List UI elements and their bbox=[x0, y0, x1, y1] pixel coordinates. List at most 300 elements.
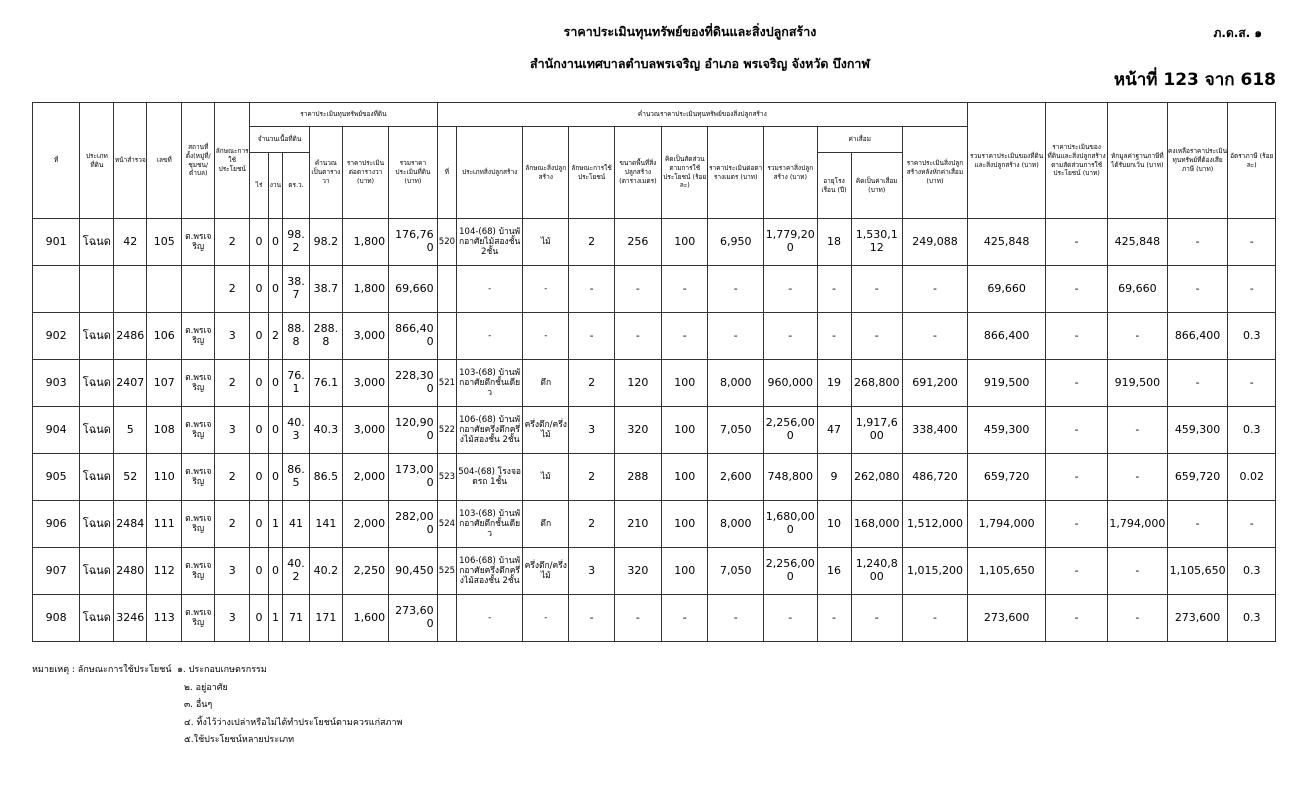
cell-bpm: 7,050 bbox=[708, 407, 764, 454]
cell-ltype: โฉนด bbox=[80, 454, 114, 501]
cell-remain: 866,400 bbox=[1167, 313, 1228, 360]
cell-pwa: 3,000 bbox=[342, 313, 388, 360]
cell-btot: 960,000 bbox=[764, 360, 818, 407]
cell-pwa: 1,800 bbox=[342, 266, 388, 313]
cell-buse: 3 bbox=[569, 548, 614, 595]
cell-doc: 107 bbox=[147, 360, 182, 407]
note-item-5: ๕.ใช้ประโยชน์หลายประเภท bbox=[184, 735, 295, 745]
cell-btype: 106-(68) บ้านพักอาศัยครึ่งตึกครึ่งไม้สองชั้น 2ชั้น bbox=[457, 407, 523, 454]
cell-ltype: โฉนด bbox=[80, 595, 114, 642]
cell-deduct: - bbox=[1107, 548, 1167, 595]
cell-bpm: 2,600 bbox=[708, 454, 764, 501]
note-item-1: ๑. ประกอบเกษตรกรรม bbox=[177, 665, 267, 675]
cell-use: 2 bbox=[215, 219, 250, 266]
cell-loc: ต.พรเจริญ bbox=[182, 313, 215, 360]
cell-bno: 520 bbox=[437, 219, 457, 266]
cell-after: - bbox=[902, 266, 967, 313]
cell-bratio: - bbox=[662, 266, 708, 313]
cell-ltot: 173,000 bbox=[389, 454, 437, 501]
cell-ltot: 866,400 bbox=[389, 313, 437, 360]
cell-rate: 0.3 bbox=[1228, 548, 1276, 595]
cell-doc: 106 bbox=[147, 313, 182, 360]
cell-rai: 0 bbox=[250, 313, 269, 360]
cell-use: 3 bbox=[215, 313, 250, 360]
cell-rai: 0 bbox=[250, 219, 269, 266]
cell-rate: - bbox=[1228, 219, 1276, 266]
cell-no: 906 bbox=[33, 501, 80, 548]
th-building-type: ประเภทสิ่งปลูกสร้าง bbox=[457, 127, 523, 219]
cell-rval: - bbox=[1046, 501, 1108, 548]
cell-cwa: 38.7 bbox=[309, 266, 342, 313]
cell-bsize: 120 bbox=[614, 360, 661, 407]
th-sum: รวมราคาประเมินของที่ดินและสิ่งปลูกสร้าง (บาท) bbox=[967, 103, 1045, 219]
cell-rate: - bbox=[1228, 501, 1276, 548]
cell-page: 2407 bbox=[114, 360, 147, 407]
cell-bno: 522 bbox=[437, 407, 457, 454]
cell-wa: 76.1 bbox=[283, 360, 310, 407]
table-row bbox=[33, 454, 1276, 501]
cell-bratio: - bbox=[662, 595, 708, 642]
cell-ltot: 90,450 bbox=[389, 548, 437, 595]
th-no: ที่ bbox=[33, 103, 80, 219]
cell-bratio: 100 bbox=[662, 548, 708, 595]
cell-cwa: 98.2 bbox=[309, 219, 342, 266]
th-group-land: ราคาประเมินทุนทรัพย์ของที่ดิน bbox=[250, 103, 437, 127]
cell-remain: - bbox=[1167, 266, 1228, 313]
cell-rai: 0 bbox=[250, 501, 269, 548]
th-building-after: ราคาประเมินสิ่งปลูกสร้างหลังหักค่าเสื่อม (บาท) bbox=[902, 127, 967, 219]
cell-depr: - bbox=[851, 266, 902, 313]
cell-btot: 1,680,000 bbox=[764, 501, 818, 548]
cell-ltype: โฉนด bbox=[80, 548, 114, 595]
cell-page: 2480 bbox=[114, 548, 147, 595]
cell-loc: ต.พรเจริญ bbox=[182, 595, 215, 642]
cell-no: 902 bbox=[33, 313, 80, 360]
th-survey-page: หน้าสำรวจ bbox=[114, 103, 147, 219]
cell-rval: - bbox=[1046, 313, 1108, 360]
cell-btype: - bbox=[457, 595, 523, 642]
cell-age: 47 bbox=[817, 407, 851, 454]
cell-bpm: 6,950 bbox=[708, 219, 764, 266]
cell-ltype: โฉนด bbox=[80, 219, 114, 266]
cell-deduct: - bbox=[1107, 595, 1167, 642]
table-row bbox=[33, 266, 1276, 313]
cell-age: - bbox=[817, 266, 851, 313]
cell-use: 2 bbox=[215, 454, 250, 501]
cell-sum: 425,848 bbox=[967, 219, 1045, 266]
th-building-ratio: คิดเป็นสัดส่วนตามการใช้ประโยชน์ (ร้อยละ) bbox=[662, 127, 708, 219]
cell-no: 908 bbox=[33, 595, 80, 642]
cell-bkind: - bbox=[523, 266, 569, 313]
note-item-4: ๔. ทิ้งไว้ว่างเปล่าหรือไม่ได้ทำประโยชน์ตามควรแก่สภาพ bbox=[184, 717, 403, 728]
cell-loc: ต.พรเจริญ bbox=[182, 454, 215, 501]
cell-wa: 41 bbox=[283, 501, 310, 548]
table-row bbox=[33, 407, 1276, 454]
cell-cwa: 76.1 bbox=[309, 360, 342, 407]
table-row bbox=[33, 360, 1276, 407]
cell-depr: 168,000 bbox=[851, 501, 902, 548]
cell-after: 1,015,200 bbox=[902, 548, 967, 595]
cell-ngan: 1 bbox=[268, 501, 282, 548]
cell-page: 5 bbox=[114, 407, 147, 454]
table-row bbox=[33, 219, 1276, 266]
cell-ltot: 120,900 bbox=[389, 407, 437, 454]
cell-bno: 523 bbox=[437, 454, 457, 501]
cell-rai: 0 bbox=[250, 266, 269, 313]
cell-bno bbox=[437, 595, 457, 642]
cell-wa: 40.2 bbox=[283, 548, 310, 595]
cell-bno: 524 bbox=[437, 501, 457, 548]
cell-rai: 0 bbox=[250, 595, 269, 642]
cell-ngan: 0 bbox=[268, 548, 282, 595]
cell-bkind: - bbox=[523, 313, 569, 360]
cell-ngan: 2 bbox=[268, 313, 282, 360]
cell-buse: - bbox=[569, 266, 614, 313]
cell-btype: - bbox=[457, 313, 523, 360]
cell-buse: 2 bbox=[569, 454, 614, 501]
table-row bbox=[33, 595, 1276, 642]
cell-wa: 71 bbox=[283, 595, 310, 642]
cell-doc: 112 bbox=[147, 548, 182, 595]
cell-cwa: 86.5 bbox=[309, 454, 342, 501]
cell-doc: 111 bbox=[147, 501, 182, 548]
cell-bkind: ไม้ bbox=[523, 219, 569, 266]
th-rai: ไร่ bbox=[250, 153, 269, 219]
cell-rate: 0.3 bbox=[1228, 407, 1276, 454]
th-building-total: รวมราคาสิ่งปลูกสร้าง (บาท) bbox=[764, 127, 818, 219]
cell-no bbox=[33, 266, 80, 313]
th-price-wa: ราคาประเมินต่อตารางวา (บาท) bbox=[342, 127, 388, 219]
cell-bkind: ตึก bbox=[523, 501, 569, 548]
form-code: ภ.ด.ส. ๑ bbox=[1213, 26, 1262, 40]
cell-after: - bbox=[902, 313, 967, 360]
cell-ltot: 273,600 bbox=[389, 595, 437, 642]
cell-btot: 2,256,000 bbox=[764, 548, 818, 595]
cell-page: 52 bbox=[114, 454, 147, 501]
th-rate: อัตราภาษี (ร้อยละ) bbox=[1228, 103, 1276, 219]
th-location: สถานที่ตั้ง(หมู่ที่/ชุมชน/ตำบล) bbox=[182, 103, 215, 219]
cell-bpm: - bbox=[708, 595, 764, 642]
cell-buse: - bbox=[569, 595, 614, 642]
cell-bno: 521 bbox=[437, 360, 457, 407]
cell-after: 1,512,000 bbox=[902, 501, 967, 548]
th-land-type: ประเภทที่ดิน bbox=[80, 103, 114, 219]
cell-cwa: 40.3 bbox=[309, 407, 342, 454]
cell-rate: - bbox=[1228, 266, 1276, 313]
cell-no: 904 bbox=[33, 407, 80, 454]
cell-remain: 273,600 bbox=[1167, 595, 1228, 642]
cell-bsize: - bbox=[614, 313, 661, 360]
cell-cwa: 171 bbox=[309, 595, 342, 642]
cell-deduct: - bbox=[1107, 407, 1167, 454]
cell-ltot: 69,660 bbox=[389, 266, 437, 313]
cell-bratio: 100 bbox=[662, 219, 708, 266]
th-doc-no: เลขที่ bbox=[147, 103, 182, 219]
cell-pwa: 3,000 bbox=[342, 360, 388, 407]
th-building-kind: ลักษณะสิ่งปลูกสร้าง bbox=[523, 127, 569, 219]
cell-loc bbox=[182, 266, 215, 313]
th-calc-wa: คำนวณเป็นตารางวา bbox=[309, 127, 342, 219]
cell-remain: 659,720 bbox=[1167, 454, 1228, 501]
cell-btype: - bbox=[457, 266, 523, 313]
cell-bsize: 256 bbox=[614, 219, 661, 266]
cell-use: 3 bbox=[215, 407, 250, 454]
cell-bkind: ครึ่งตึก/ครึ่งไม้ bbox=[523, 548, 569, 595]
cell-age: 16 bbox=[817, 548, 851, 595]
cell-no: 901 bbox=[33, 219, 80, 266]
cell-sum: 659,720 bbox=[967, 454, 1045, 501]
cell-depr: - bbox=[851, 313, 902, 360]
cell-bno: 525 bbox=[437, 548, 457, 595]
cell-bratio: 100 bbox=[662, 360, 708, 407]
cell-pwa: 1,800 bbox=[342, 219, 388, 266]
cell-bsize: 320 bbox=[614, 548, 661, 595]
cell-sum: 1,794,000 bbox=[967, 501, 1045, 548]
cell-pwa: 2,000 bbox=[342, 501, 388, 548]
cell-depr: 268,800 bbox=[851, 360, 902, 407]
cell-cwa: 288.8 bbox=[309, 313, 342, 360]
cell-buse: - bbox=[569, 313, 614, 360]
cell-buse: 2 bbox=[569, 219, 614, 266]
cell-page: 2486 bbox=[114, 313, 147, 360]
cell-ltype: โฉนด bbox=[80, 313, 114, 360]
cell-pwa: 3,000 bbox=[342, 407, 388, 454]
cell-age: 18 bbox=[817, 219, 851, 266]
note-item-2: ๒. อยู่อาศัย bbox=[184, 682, 228, 693]
th-deduct: หักมูลค่าฐานภาษีที่ได้รับยกเว้น (บาท) bbox=[1107, 103, 1167, 219]
cell-buse: 3 bbox=[569, 407, 614, 454]
cell-no: 905 bbox=[33, 454, 80, 501]
cell-loc: ต.พรเจริญ bbox=[182, 219, 215, 266]
cell-deduct: 919,500 bbox=[1107, 360, 1167, 407]
cell-bsize: 210 bbox=[614, 501, 661, 548]
cell-rai: 0 bbox=[250, 360, 269, 407]
table-row bbox=[33, 313, 1276, 360]
cell-depr: - bbox=[851, 595, 902, 642]
cell-ltype: โฉนด bbox=[80, 501, 114, 548]
table-row bbox=[33, 501, 1276, 548]
cell-rval: - bbox=[1046, 407, 1108, 454]
cell-use: 2 bbox=[215, 501, 250, 548]
cell-bsize: - bbox=[614, 595, 661, 642]
cell-pwa: 1,600 bbox=[342, 595, 388, 642]
cell-sum: 1,105,650 bbox=[967, 548, 1045, 595]
cell-bkind: ครึ่งตึก/ครึ่งไม้ bbox=[523, 407, 569, 454]
cell-page: 2484 bbox=[114, 501, 147, 548]
cell-buse: 2 bbox=[569, 501, 614, 548]
cell-loc: ต.พรเจริญ bbox=[182, 360, 215, 407]
th-age: อายุโรงเรือน (ปี) bbox=[817, 153, 851, 219]
cell-ltot: 176,760 bbox=[389, 219, 437, 266]
cell-cwa: 40.2 bbox=[309, 548, 342, 595]
cell-depr: 1,917,600 bbox=[851, 407, 902, 454]
cell-wa: 86.5 bbox=[283, 454, 310, 501]
cell-rate: 0.3 bbox=[1228, 595, 1276, 642]
report-title: ราคาประเมินทุนทรัพย์ของที่ดินและสิ่งปลูกสร้าง bbox=[563, 24, 817, 39]
cell-remain: 459,300 bbox=[1167, 407, 1228, 454]
th-building-use: ลักษณะการใช้ประโยชน์ bbox=[569, 127, 614, 219]
cell-no: 907 bbox=[33, 548, 80, 595]
cell-sum: 919,500 bbox=[967, 360, 1045, 407]
cell-pwa: 2,250 bbox=[342, 548, 388, 595]
cell-rval: - bbox=[1046, 219, 1108, 266]
cell-use: 2 bbox=[215, 360, 250, 407]
th-remain: คงเหลือราคาประเมินทุนทรัพย์ที่ต้องเสียภาษี (บาท) bbox=[1167, 103, 1228, 219]
cell-btot: - bbox=[764, 313, 818, 360]
cell-btot: - bbox=[764, 266, 818, 313]
table-row bbox=[33, 548, 1276, 595]
cell-wa: 88.8 bbox=[283, 313, 310, 360]
cell-ngan: 0 bbox=[268, 407, 282, 454]
cell-deduct: 1,794,000 bbox=[1107, 501, 1167, 548]
notes-label: หมายเหตุ : ลักษณะการใช้ประโยชน์ bbox=[32, 665, 172, 675]
cell-use: 3 bbox=[215, 548, 250, 595]
cell-cwa: 141 bbox=[309, 501, 342, 548]
cell-ltype bbox=[80, 266, 114, 313]
th-group-area: จำนวนเนื้อที่ดิน bbox=[250, 127, 310, 153]
cell-rate: 0.02 bbox=[1228, 454, 1276, 501]
cell-deduct: - bbox=[1107, 313, 1167, 360]
cell-rval: - bbox=[1046, 454, 1108, 501]
notes bbox=[32, 662, 402, 750]
cell-page: 42 bbox=[114, 219, 147, 266]
cell-doc: 105 bbox=[147, 219, 182, 266]
th-building-no: ที่ bbox=[437, 127, 457, 219]
cell-buse: 2 bbox=[569, 360, 614, 407]
cell-ltype: โฉนด bbox=[80, 360, 114, 407]
cell-btot: 748,800 bbox=[764, 454, 818, 501]
cell-doc: 110 bbox=[147, 454, 182, 501]
th-group-depreciation: ค่าเสื่อม bbox=[817, 127, 902, 153]
cell-rai: 0 bbox=[250, 454, 269, 501]
cell-deduct: - bbox=[1107, 454, 1167, 501]
cell-remain: - bbox=[1167, 219, 1228, 266]
cell-age: 9 bbox=[817, 454, 851, 501]
th-land-total: รวมราคาประเมินที่ดิน (บาท) bbox=[389, 127, 437, 219]
cell-bpm: - bbox=[708, 313, 764, 360]
cell-wa: 38.7 bbox=[283, 266, 310, 313]
cell-use: 3 bbox=[215, 595, 250, 642]
th-wa: ตร.ว. bbox=[283, 153, 310, 219]
cell-after: - bbox=[902, 595, 967, 642]
cell-ltype: โฉนด bbox=[80, 407, 114, 454]
cell-loc: ต.พรเจริญ bbox=[182, 501, 215, 548]
cell-ngan: 1 bbox=[268, 595, 282, 642]
cell-rval: - bbox=[1046, 548, 1108, 595]
cell-btot: 1,779,200 bbox=[764, 219, 818, 266]
cell-rai: 0 bbox=[250, 548, 269, 595]
th-use: ลักษณะการใช้ประโยชน์ bbox=[215, 103, 250, 219]
cell-depr: 262,080 bbox=[851, 454, 902, 501]
cell-loc: ต.พรเจริญ bbox=[182, 407, 215, 454]
cell-no: 903 bbox=[33, 360, 80, 407]
cell-bkind: ตึก bbox=[523, 360, 569, 407]
cell-bpm: 8,000 bbox=[708, 360, 764, 407]
cell-btype: 103-(68) บ้านพักอาศัยตึกชั้นเดียว bbox=[457, 501, 523, 548]
cell-bpm: 8,000 bbox=[708, 501, 764, 548]
cell-bratio: 100 bbox=[662, 407, 708, 454]
cell-bpm: 7,050 bbox=[708, 548, 764, 595]
cell-rval: - bbox=[1046, 360, 1108, 407]
assessment-table bbox=[32, 102, 1276, 642]
cell-bno bbox=[437, 266, 457, 313]
cell-bratio: 100 bbox=[662, 501, 708, 548]
cell-age: - bbox=[817, 313, 851, 360]
cell-ngan: 0 bbox=[268, 360, 282, 407]
cell-rai: 0 bbox=[250, 407, 269, 454]
cell-use: 2 bbox=[215, 266, 250, 313]
cell-rval: - bbox=[1046, 595, 1108, 642]
cell-sum: 69,660 bbox=[967, 266, 1045, 313]
cell-bratio: - bbox=[662, 313, 708, 360]
cell-btot: - bbox=[764, 595, 818, 642]
cell-btype: 504-(68) โรงจอดรถ 1ชั้น bbox=[457, 454, 523, 501]
report-subtitle: สำนักงานเทศบาลตำบลพรเจริญ อำเภอ พรเจริญ จังหวัด บึงกาฬ bbox=[530, 56, 870, 71]
th-building-size: ขนาดพื้นที่สิ่งปลูกสร้าง (ตารางเมตร) bbox=[614, 127, 661, 219]
cell-ngan: 0 bbox=[268, 219, 282, 266]
cell-depr: 1,530,112 bbox=[851, 219, 902, 266]
cell-age: 19 bbox=[817, 360, 851, 407]
cell-sum: 459,300 bbox=[967, 407, 1045, 454]
cell-bsize: 288 bbox=[614, 454, 661, 501]
cell-bratio: 100 bbox=[662, 454, 708, 501]
cell-deduct: 425,848 bbox=[1107, 219, 1167, 266]
cell-remain: - bbox=[1167, 360, 1228, 407]
table-body bbox=[33, 219, 1276, 642]
cell-bsize: 320 bbox=[614, 407, 661, 454]
cell-btot: 2,256,000 bbox=[764, 407, 818, 454]
cell-wa: 40.3 bbox=[283, 407, 310, 454]
cell-ltot: 282,000 bbox=[389, 501, 437, 548]
page-indicator: หน้าที่ 123 จาก 618 bbox=[1113, 70, 1276, 90]
th-ngan: งาน bbox=[268, 153, 282, 219]
cell-after: 249,088 bbox=[902, 219, 967, 266]
cell-after: 486,720 bbox=[902, 454, 967, 501]
cell-after: 338,400 bbox=[902, 407, 967, 454]
cell-btype: 104-(68) บ้านพักอาศัยไม้สองชั้น 2ชั้น bbox=[457, 219, 523, 266]
cell-page bbox=[114, 266, 147, 313]
cell-ltot: 228,300 bbox=[389, 360, 437, 407]
cell-bkind: - bbox=[523, 595, 569, 642]
cell-ngan: 0 bbox=[268, 454, 282, 501]
cell-bkind: ไม้ bbox=[523, 454, 569, 501]
th-ratio-value: ราคาประเมินของที่ดินและสิ่งปลูกสร้างตามสัดส่วนการใช้ประโยชน์ (บาท) bbox=[1046, 103, 1108, 219]
cell-age: 10 bbox=[817, 501, 851, 548]
cell-bno bbox=[437, 313, 457, 360]
cell-ngan: 0 bbox=[268, 266, 282, 313]
cell-btype: 103-(68) บ้านพักอาศัยตึกชั้นเดียว bbox=[457, 360, 523, 407]
cell-doc: 108 bbox=[147, 407, 182, 454]
cell-rval: - bbox=[1046, 266, 1108, 313]
cell-doc bbox=[147, 266, 182, 313]
th-building-price-m: ราคาประเมินต่อตารางเมตร (บาท) bbox=[708, 127, 764, 219]
cell-sum: 273,600 bbox=[967, 595, 1045, 642]
cell-rate: 0.3 bbox=[1228, 313, 1276, 360]
cell-bsize: - bbox=[614, 266, 661, 313]
cell-page: 3246 bbox=[114, 595, 147, 642]
cell-loc: ต.พรเจริญ bbox=[182, 548, 215, 595]
cell-remain: - bbox=[1167, 501, 1228, 548]
th-depreciation-amount: คิดเป็นค่าเสื่อม (บาท) bbox=[851, 153, 902, 219]
cell-sum: 866,400 bbox=[967, 313, 1045, 360]
cell-btype: 106-(68) บ้านพักอาศัยครึ่งตึกครึ่งไม้สองชั้น 2ชั้น bbox=[457, 548, 523, 595]
cell-rate: - bbox=[1228, 360, 1276, 407]
cell-remain: 1,105,650 bbox=[1167, 548, 1228, 595]
cell-doc: 113 bbox=[147, 595, 182, 642]
cell-wa: 98.2 bbox=[283, 219, 310, 266]
cell-bpm: - bbox=[708, 266, 764, 313]
cell-pwa: 2,000 bbox=[342, 454, 388, 501]
